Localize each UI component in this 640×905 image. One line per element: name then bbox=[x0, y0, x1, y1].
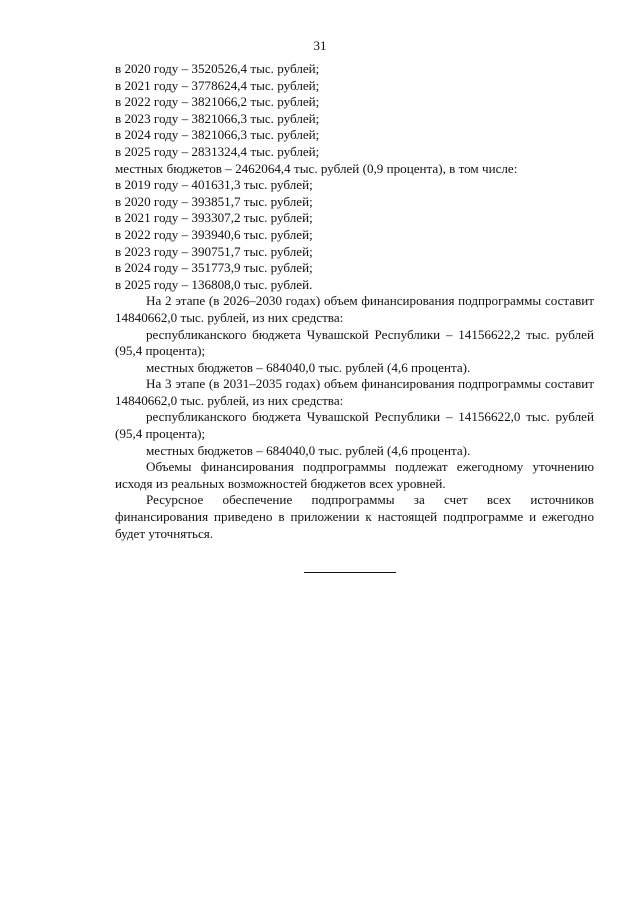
local-budgets-total: местных бюджетов – 2462064,4 тыс. рублей (0,9 процента), в том числе: bbox=[115, 160, 518, 176]
year-line: в 2025 году – 136808,0 тыс. рублей. bbox=[115, 276, 313, 292]
page-number: 31 bbox=[313, 38, 327, 53]
year-line: в 2025 году – 2831324,4 тыс. рублей; bbox=[115, 143, 320, 159]
year-line: в 2020 году – 3520526,4 тыс. рублей; bbox=[115, 61, 320, 76]
stage2-intro: На 2 этапе (в 2026–2030 годах) объем финансирования подпрограммы составит 14840662,0 тыс. рублей, из них средства: bbox=[115, 293, 594, 325]
year-line: в 2019 году – 401631,3 тыс. рублей; bbox=[115, 177, 313, 193]
stage3-republic-budget: республиканского бюджета Чувашской Республики – 14156622,0 тыс. рублей (95,4 процента); bbox=[115, 409, 594, 442]
year-line: в 2021 году – 393307,2 тыс. рублей; bbox=[115, 210, 313, 226]
year-line: в 2024 году – 3821066,3 тыс. рублей; bbox=[115, 127, 320, 143]
year-line: в 2023 году – 3821066,3 тыс. рублей; bbox=[115, 110, 320, 126]
stage3-intro: На 3 этапе (в 2031–2035 годах) объем финансирования подпрограммы составит 14840662,0 тыс. рублей, из них средства: bbox=[115, 376, 594, 408]
year-line: в 2024 году – 351773,9 тыс. рублей; bbox=[115, 260, 313, 276]
stage2-local-budget: местных бюджетов – 684040,0 тыс. рублей (4,6 процента). bbox=[146, 359, 471, 375]
document-body bbox=[115, 61, 594, 542]
note-resources: Ресурсное обеспечение подпрограммы за счет всех источников финансирования приведено в приложении к настоящей подпрограмме и ежегодно будет уточняться. bbox=[115, 492, 594, 541]
year-line: в 2023 году – 390751,7 тыс. рублей; bbox=[115, 243, 313, 259]
year-line: в 2020 году – 393851,7 тыс. рублей; bbox=[115, 193, 313, 209]
stage3-local-budget: местных бюджетов – 684040,0 тыс. рублей (4,6 процента). bbox=[146, 442, 471, 458]
stage2-republic-budget: республиканского бюджета Чувашской Республики – 14156622,2 тыс. рублей (95,4 процента); bbox=[115, 326, 594, 359]
year-line: в 2021 году – 3778624,4 тыс. рублей; bbox=[115, 77, 320, 93]
end-separator-line bbox=[304, 572, 396, 573]
year-line: в 2022 году – 393940,6 тыс. рублей; bbox=[115, 226, 313, 242]
year-line: в 2022 году – 3821066,2 тыс. рублей; bbox=[115, 94, 320, 110]
note-volumes: Объемы финансирования подпрограммы подлежат ежегодному уточнению исходя из реальных возможностей бюджетов всех уровней. bbox=[115, 459, 594, 491]
